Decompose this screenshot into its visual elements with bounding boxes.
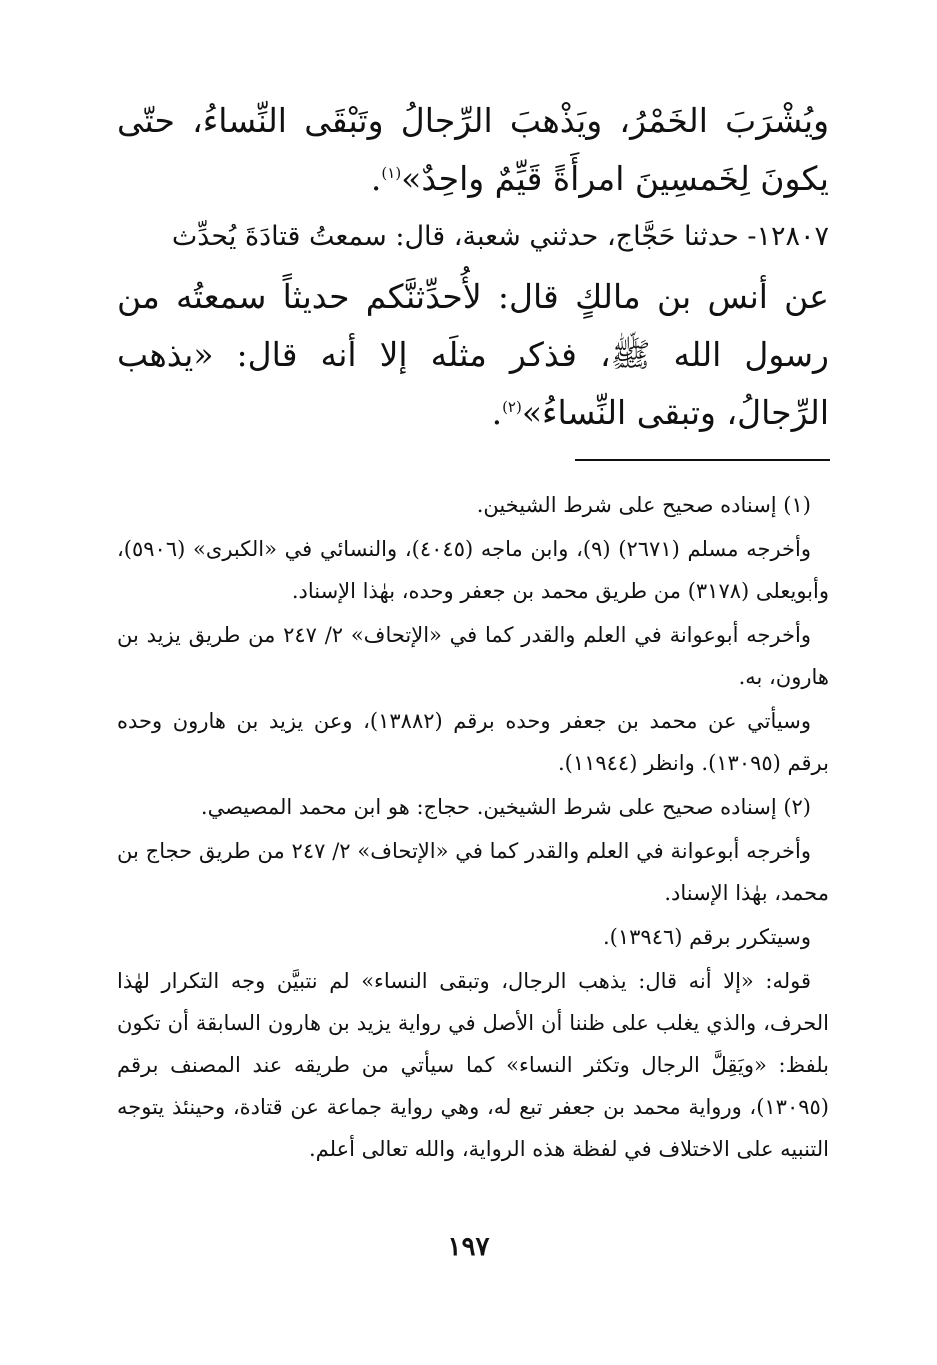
footnote-line: (٢) إسناده صحيح على شرط الشيخين. حجاج: هو ابن محمد المصيصي. (200, 795, 811, 819)
footnote-line: (١) إسناده صحيح على شرط الشيخين. (476, 493, 811, 517)
footnote-ref-1: (١) (381, 164, 402, 182)
hadith-end: . (491, 393, 503, 432)
footnotes (117, 484, 829, 1172)
footnote-line: وأخرجه أبوعوانة في العلم والقدر كما في «الإتحاف» ٢/ ٢٤٧ من طريق حجاج بن محمد، بهٰذا الإسناد. (117, 839, 829, 905)
opening-paragraph-text: ويُشْرَبَ الخَمْرُ، ويَذْهبَ الرِّجالُ وتَبْقَى النِّساءُ، حتّى يكونَ لِخَمسِينَ امرأَةً قَيِّمٌ واحِدٌ» (117, 101, 829, 198)
footnote-line: وسيأتي عن محمد بن جعفر وحده برقم (١٣٨٨٢)، وعن يزيد بن هارون وحده برقم (١٣٠٩٥). وانظر (١١٩٤٤). (117, 709, 829, 775)
footnote-line: وسيتكرر برقم (١٣٩٤٦). (602, 925, 811, 949)
page-number: ١٩٧ (447, 1232, 490, 1262)
footnote-line: وأخرجه أبوعوانة في العلم والقدر كما في «الإتحاف» ٢/ ٢٤٧ من طريق يزيد بن هارون، به. (117, 623, 829, 689)
footnote-separator (575, 459, 830, 461)
footnote-line: قوله: «إلا أنه قال: يذهب الرجال، وتبقى النساء» لم نتبيَّن وجه التكرار لهٰذا الحرف، والذي يغلب على ظننا أن الأصل في رواية يزيد بن هارون السابقة أن تكون بلفظ: «ويَقِلَّ الرجال وتكثر النساء» كما سيأتي من طريقه عند المصنف برقم (١٣٠٩٥)، ورواية محمد بن جعفر تبع له، وهي رواية جماعة عن قتادة، وحينئذ يتوجه التنبيه على الاختلاف في لفظة هذه الرواية، والله تعالى أعلم. (117, 969, 829, 1161)
opening-paragraph (117, 92, 829, 208)
footnote-line: وأخرجه مسلم (٢٦٧١) (٩)، وابن ماجه (٤٠٤٥)، والنسائي في «الكبرى» (٥٩٠٦)، وأبويعلى (٣١٧٨) من طريق محمد بن جعفر وحده، بهٰذا الإسناد. (117, 537, 829, 603)
main-text (117, 92, 829, 442)
opening-paragraph-end: . (370, 159, 382, 198)
footnote-ref-2: (٢) (502, 398, 522, 416)
hadith-text: عن أنس بن مالكٍ قال: لأُحدِّثنَّكم حديثاً سمعتُه من رسول الله ﷺ، فذكر مثلَه إلا أنه قال: «يذهب الرِّجالُ، وتبقى النِّساءُ» (117, 277, 829, 432)
hadith-heading: ١٢٨٠٧- حدثنا حَجَّاج، حدثني شعبة، قال: سمعتُ قتادَةَ يُحدِّث (171, 221, 829, 252)
hadith-paragraph (117, 268, 829, 442)
